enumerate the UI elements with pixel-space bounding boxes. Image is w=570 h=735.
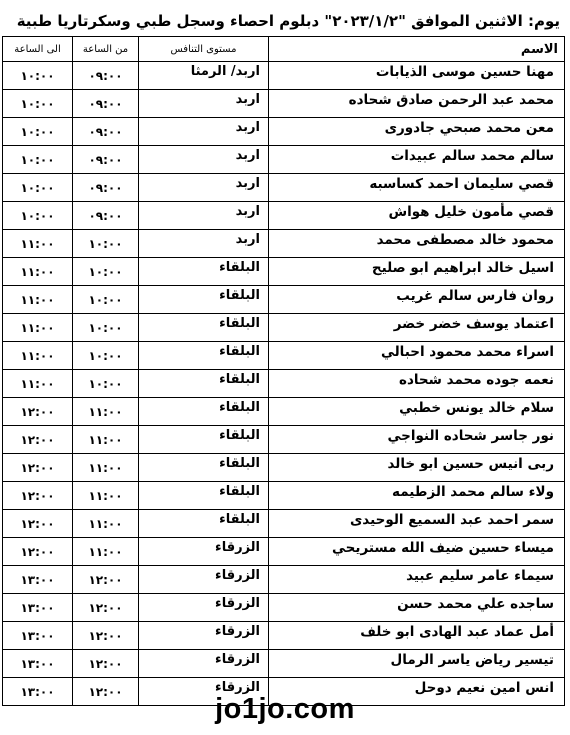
to-time-cell: ١٣:٠٠: [3, 594, 73, 622]
level-cell: البلقاء: [139, 510, 269, 538]
level-cell: البلقاء: [139, 258, 269, 286]
level-cell: اربد: [139, 202, 269, 230]
from-time-cell: ٠٩:٠٠: [73, 146, 139, 174]
name-cell: محمود خالد مصطفى محمد: [269, 230, 565, 258]
name-cell: روان فارس سالم غريب: [269, 286, 565, 314]
name-cell: قصي مأمون خليل هواش: [269, 202, 565, 230]
from-time-cell: ١٠:٠٠: [73, 258, 139, 286]
schedule-sheet: [2, 6, 564, 706]
table-row: [3, 90, 565, 118]
level-cell: اربد: [139, 118, 269, 146]
table-row: [3, 342, 565, 370]
level-cell: اربد: [139, 90, 269, 118]
level-cell: البلقاء: [139, 314, 269, 342]
level-cell: البلقاء: [139, 370, 269, 398]
table-row: [3, 650, 565, 678]
table-row: [3, 566, 565, 594]
table-row: [3, 230, 565, 258]
from-time-cell: ١٠:٠٠: [73, 230, 139, 258]
to-time-cell: ١١:٠٠: [3, 370, 73, 398]
name-cell: ميساء حسين ضيف الله مستريحي: [269, 538, 565, 566]
from-time-cell: ٠٩:٠٠: [73, 90, 139, 118]
name-cell: نعمه جوده محمد شحاده: [269, 370, 565, 398]
to-time-cell: ١٠:٠٠: [3, 202, 73, 230]
to-time-cell: ١٠:٠٠: [3, 62, 73, 90]
level-cell: الزرقاء: [139, 678, 269, 706]
to-time-cell: ١١:٠٠: [3, 230, 73, 258]
column-header-to: الى الساعة: [3, 37, 73, 62]
to-time-cell: ١٣:٠٠: [3, 622, 73, 650]
from-time-cell: ١٠:٠٠: [73, 370, 139, 398]
page-title: يوم: الاثنين الموافق "٢٠٢٣/١/٢" دبلوم احصاء وسجل طبي وسكرتاريا طبية: [16, 12, 560, 30]
table-row: [3, 146, 565, 174]
to-time-cell: ١٠:٠٠: [3, 174, 73, 202]
name-cell: سالم محمد سالم عبيدات: [269, 146, 565, 174]
name-cell: اسيل خالد ابراهيم ابو صليح: [269, 258, 565, 286]
to-time-cell: ١٢:٠٠: [3, 454, 73, 482]
table-row: [3, 510, 565, 538]
from-time-cell: ١١:٠٠: [73, 482, 139, 510]
name-cell: تيسير رياض ياسر الرمال: [269, 650, 565, 678]
column-header-level: مستوى التنافس: [139, 37, 269, 62]
to-time-cell: ١٢:٠٠: [3, 398, 73, 426]
level-cell: الزرقاء: [139, 538, 269, 566]
from-time-cell: ٠٩:٠٠: [73, 118, 139, 146]
level-cell: البلقاء: [139, 482, 269, 510]
from-time-cell: ١٢:٠٠: [73, 566, 139, 594]
name-cell: سمر احمد عبد السميع الوحيدى: [269, 510, 565, 538]
table-row: [3, 286, 565, 314]
to-time-cell: ١٠:٠٠: [3, 146, 73, 174]
name-cell: اعتماد يوسف خضر خضر: [269, 314, 565, 342]
table-row: [3, 370, 565, 398]
to-time-cell: ١١:٠٠: [3, 342, 73, 370]
table-row: [3, 258, 565, 286]
level-cell: البلقاء: [139, 454, 269, 482]
name-cell: سيماء عامر سليم عبيد: [269, 566, 565, 594]
level-cell: اربد: [139, 230, 269, 258]
level-cell: الزرقاء: [139, 594, 269, 622]
level-cell: البلقاء: [139, 342, 269, 370]
level-cell: البلقاء: [139, 286, 269, 314]
name-cell: قصي سليمان احمد كساسبه: [269, 174, 565, 202]
level-cell: الزرقاء: [139, 622, 269, 650]
to-time-cell: ١١:٠٠: [3, 258, 73, 286]
table-row: [3, 594, 565, 622]
level-cell: اربد: [139, 174, 269, 202]
table-row: [3, 398, 565, 426]
table-row: [3, 482, 565, 510]
from-time-cell: ١٠:٠٠: [73, 342, 139, 370]
to-time-cell: ١٢:٠٠: [3, 510, 73, 538]
schedule-table: [2, 36, 565, 706]
column-header-name: الاسم: [269, 37, 565, 62]
to-time-cell: ١٣:٠٠: [3, 566, 73, 594]
table-body: [3, 62, 565, 706]
to-time-cell: ١٠:٠٠: [3, 90, 73, 118]
table-row: [3, 62, 565, 90]
from-time-cell: ١٢:٠٠: [73, 622, 139, 650]
table-row: [3, 174, 565, 202]
level-cell: البلقاء: [139, 426, 269, 454]
from-time-cell: ١٠:٠٠: [73, 314, 139, 342]
from-time-cell: ٠٩:٠٠: [73, 202, 139, 230]
level-cell: الزرقاء: [139, 650, 269, 678]
to-time-cell: ١٠:٠٠: [3, 118, 73, 146]
to-time-cell: ١٢:٠٠: [3, 538, 73, 566]
from-time-cell: ٠٩:٠٠: [73, 62, 139, 90]
column-header-from: من الساعة: [73, 37, 139, 62]
table-row: [3, 118, 565, 146]
table-row: [3, 202, 565, 230]
name-cell: محمد عبد الرحمن صادق شحاده: [269, 90, 565, 118]
from-time-cell: ١١:٠٠: [73, 426, 139, 454]
from-time-cell: ١١:٠٠: [73, 510, 139, 538]
name-cell: ساجده علي محمد حسن: [269, 594, 565, 622]
from-time-cell: ١٢:٠٠: [73, 650, 139, 678]
name-cell: معن محمد صبحي جادورى: [269, 118, 565, 146]
from-time-cell: ١٠:٠٠: [73, 286, 139, 314]
table-row: [3, 622, 565, 650]
name-cell: اسراء محمد محمود احبالي: [269, 342, 565, 370]
name-cell: ربى انيس حسين ابو خالد: [269, 454, 565, 482]
from-time-cell: ١١:٠٠: [73, 538, 139, 566]
to-time-cell: ١٢:٠٠: [3, 426, 73, 454]
name-cell: أمل عماد عبد الهادى ابو خلف: [269, 622, 565, 650]
to-time-cell: ١٢:٠٠: [3, 482, 73, 510]
from-time-cell: ١١:٠٠: [73, 398, 139, 426]
to-time-cell: ١١:٠٠: [3, 286, 73, 314]
from-time-cell: ١١:٠٠: [73, 454, 139, 482]
from-time-cell: ٠٩:٠٠: [73, 174, 139, 202]
table-header-row: [3, 37, 565, 62]
to-time-cell: ١٣:٠٠: [3, 678, 73, 706]
level-cell: اربد/ الرمثا: [139, 62, 269, 90]
name-cell: نور جاسر شحاده النواجي: [269, 426, 565, 454]
level-cell: البلقاء: [139, 398, 269, 426]
from-time-cell: ١٢:٠٠: [73, 678, 139, 706]
name-cell: انس امين نعيم دوحل: [269, 678, 565, 706]
name-cell: مهنا حسين موسى الذيابات: [269, 62, 565, 90]
table-row: [3, 454, 565, 482]
name-cell: ولاء سالم محمد الزطيمه: [269, 482, 565, 510]
table-row: [3, 538, 565, 566]
name-cell: سلام خالد يونس خطبي: [269, 398, 565, 426]
table-row: [3, 426, 565, 454]
to-time-cell: ١٣:٠٠: [3, 650, 73, 678]
from-time-cell: ١٢:٠٠: [73, 594, 139, 622]
site-watermark: jo1jo.com: [215, 693, 355, 725]
level-cell: اربد: [139, 146, 269, 174]
level-cell: الزرقاء: [139, 566, 269, 594]
table-row: [3, 314, 565, 342]
to-time-cell: ١١:٠٠: [3, 314, 73, 342]
